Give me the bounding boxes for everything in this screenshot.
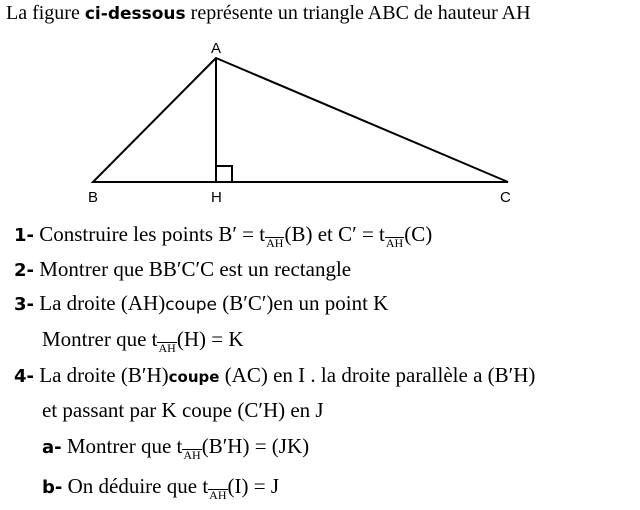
q3-text4: en un point K [273, 291, 389, 315]
qa-number: a- [42, 437, 62, 458]
question-1 [14, 222, 433, 250]
question-4b [42, 398, 324, 423]
question-b [42, 474, 279, 502]
question-3 [14, 291, 388, 316]
intro-part1: La figure [6, 2, 85, 24]
qb-text1: On déduire que t [67, 474, 209, 498]
qa-text1: Montrer que t [66, 434, 183, 458]
qb-text2: (I) = J [227, 474, 279, 498]
intro-part3: représente un triangle ABC de hauteur AH [185, 2, 531, 24]
question-3b [42, 327, 244, 355]
question-4 [14, 363, 535, 388]
question-a [42, 434, 310, 462]
q3-text2: coupe [165, 295, 217, 315]
q3-number: 3- [14, 294, 34, 315]
triangle-figure [0, 0, 640, 210]
q3b-text1: Montrer que t [42, 327, 158, 351]
triangle-abc [93, 58, 508, 182]
question-2 [14, 257, 351, 282]
q1-text3: (B) et C′ = t [284, 222, 385, 246]
qa-text2: (B′H) = (JK) [201, 434, 310, 458]
label-b: B [88, 189, 99, 206]
q1-number: 1- [14, 225, 34, 246]
qa-sub: AH [183, 448, 201, 462]
q3b-sub: AH [158, 341, 176, 355]
label-c: C [500, 189, 511, 206]
q4-text2: coupe [168, 368, 220, 386]
q1-sub-1: AH [266, 236, 284, 250]
qb-sub: AH [209, 488, 227, 502]
q4-text3: (AC) en I . la droite parallèle a (B′H) [219, 363, 536, 387]
q1-text1: Construire les points [39, 222, 219, 246]
q1-text4: (C) [404, 222, 433, 246]
q3-text1: La droite (AH) [39, 291, 166, 315]
q2-number: 2- [14, 260, 34, 281]
label-h: H [211, 189, 222, 206]
q3-text3: (B′C′) [216, 291, 274, 315]
q2-text: Montrer que BB′C′C est un rectangle [39, 257, 352, 281]
q1-text2: B′ = t [218, 222, 266, 246]
q4-text1: La droite (B′H) [39, 363, 169, 387]
q3b-text2: (H) = K [176, 327, 244, 351]
q4b-text: et passant par K coupe (C′H) en J [42, 398, 324, 422]
label-a: A [211, 40, 222, 57]
right-angle-mark [216, 166, 232, 182]
q4-number: 4- [14, 366, 34, 387]
q1-sub-2: AH [385, 236, 404, 250]
intro-part2: ci-dessous [84, 4, 186, 24]
qb-number: b- [42, 477, 63, 498]
